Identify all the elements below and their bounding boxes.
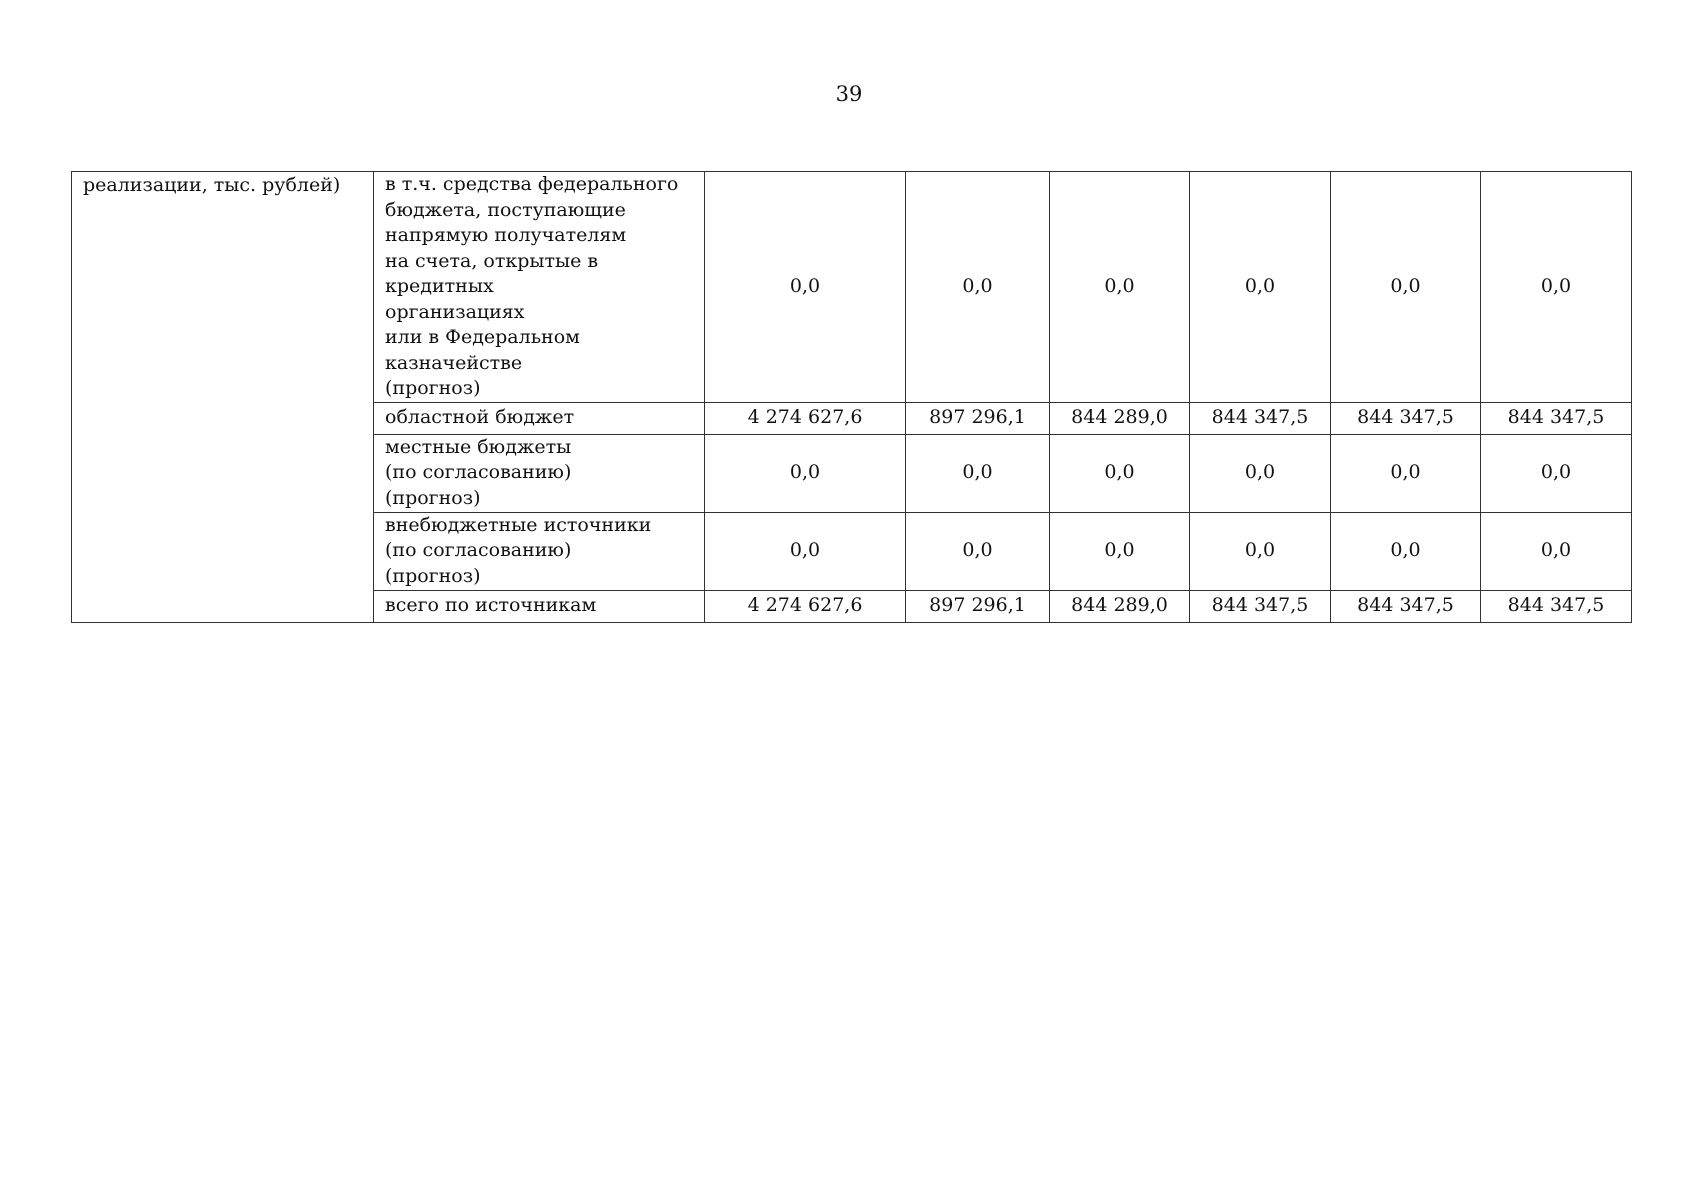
value-cell: 844 289,0 xyxy=(1050,402,1190,434)
funding-source-label: всего по источникам xyxy=(374,590,705,622)
funding-source-label: местные бюджеты (по согласованию) (прогноз) xyxy=(374,434,705,512)
value-cell: 0,0 xyxy=(1331,172,1481,403)
value-cell: 0,0 xyxy=(906,512,1050,590)
value-cell: 0,0 xyxy=(906,434,1050,512)
value-cell: 0,0 xyxy=(1190,172,1331,403)
value-cell: 0,0 xyxy=(906,172,1050,403)
value-cell: 0,0 xyxy=(705,434,906,512)
value-cell: 0,0 xyxy=(1050,512,1190,590)
funding-source-label: внебюджетные источники (по согласованию) (прогноз) xyxy=(374,512,705,590)
value-cell: 0,0 xyxy=(705,172,906,403)
value-cell: 0,0 xyxy=(1331,512,1481,590)
value-cell: 0,0 xyxy=(705,512,906,590)
value-cell: 844 347,5 xyxy=(1190,590,1331,622)
value-cell: 844 289,0 xyxy=(1050,590,1190,622)
value-cell: 844 347,5 xyxy=(1481,590,1632,622)
value-cell: 0,0 xyxy=(1050,434,1190,512)
value-cell: 0,0 xyxy=(1481,512,1632,590)
table-row xyxy=(72,172,1632,403)
value-cell: 4 274 627,6 xyxy=(705,590,906,622)
value-cell: 0,0 xyxy=(1481,434,1632,512)
value-cell: 844 347,5 xyxy=(1331,590,1481,622)
value-cell: 844 347,5 xyxy=(1190,402,1331,434)
funding-table xyxy=(71,171,1632,623)
value-cell: 844 347,5 xyxy=(1331,402,1481,434)
funding-source-label: областной бюджет xyxy=(374,402,705,434)
value-cell: 897 296,1 xyxy=(906,590,1050,622)
value-cell: 0,0 xyxy=(1331,434,1481,512)
title-cell: реализации, тыс. рублей) xyxy=(72,172,374,623)
value-cell: 0,0 xyxy=(1481,172,1632,403)
value-cell: 0,0 xyxy=(1190,434,1331,512)
value-cell: 0,0 xyxy=(1190,512,1331,590)
funding-source-label: в т.ч. средства федерального бюджета, поступающие напрямую получателям на счета, открытые в кредитных организациях или в Федеральном казначействе (прогноз) xyxy=(374,172,705,403)
page-number: 39 xyxy=(835,82,863,106)
value-cell: 844 347,5 xyxy=(1481,402,1632,434)
value-cell: 4 274 627,6 xyxy=(705,402,906,434)
value-cell: 897 296,1 xyxy=(906,402,1050,434)
value-cell: 0,0 xyxy=(1050,172,1190,403)
